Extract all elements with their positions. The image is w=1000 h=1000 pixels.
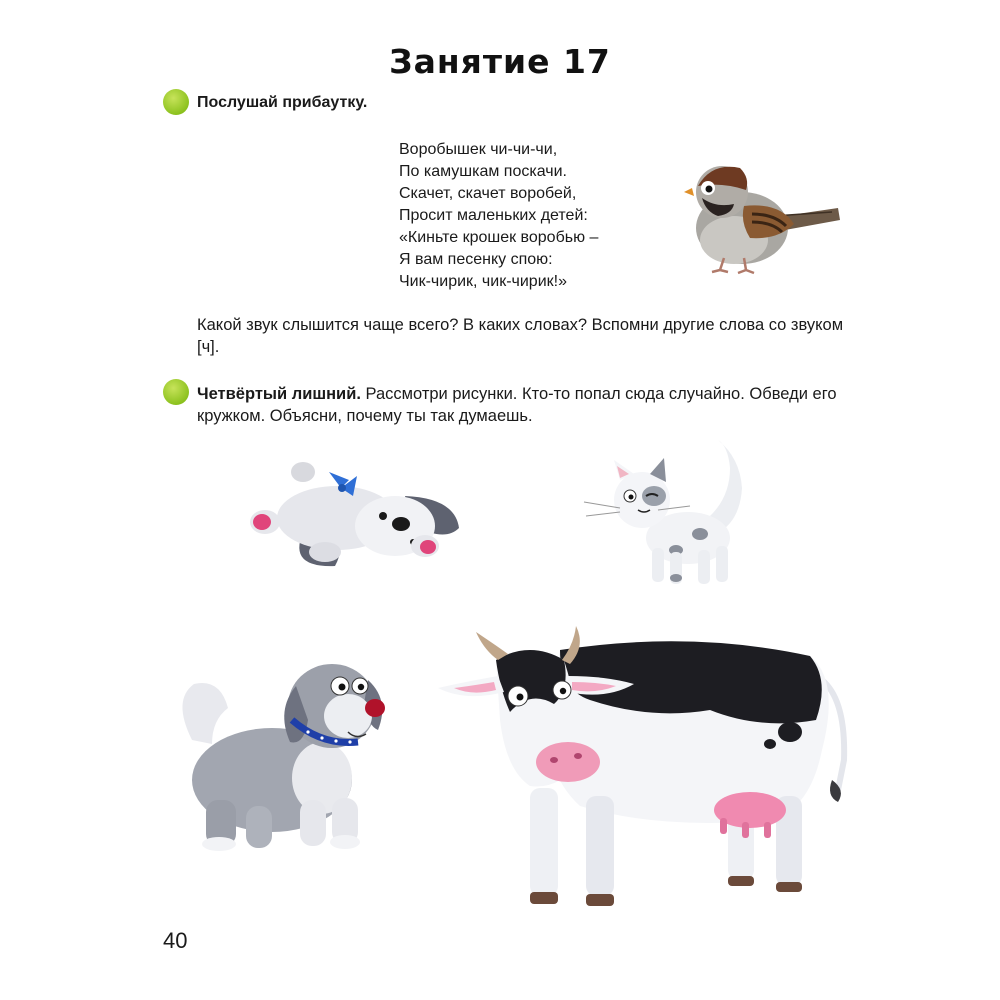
poem-line: Чик-чирик, чик-чирик!»	[399, 273, 567, 290]
poem-line: Скачет, скачет воробей,	[399, 185, 577, 202]
task1-question: Какой звук слышится чаще всего? В каких словах? Вспомни другие слова со звуком [ч].	[197, 316, 844, 356]
task-bullet-icon	[163, 89, 189, 115]
toy-dog-illustration	[245, 458, 460, 573]
sparrow-illustration	[682, 158, 847, 278]
poem-line: Воробышек чи-чи-чи,	[399, 141, 558, 158]
task-bullet-icon	[163, 379, 189, 405]
puppy-illustration	[172, 650, 397, 855]
task1-heading-text: Послушай прибаутку.	[197, 94, 368, 111]
poem-line: Просит маленьких детей:	[399, 207, 588, 224]
lesson-title: Занятие 17	[389, 42, 611, 81]
cow-illustration	[430, 620, 860, 920]
kitten-illustration	[580, 438, 750, 593]
poem-line: Я вам песенку спою:	[399, 251, 553, 268]
page-number: 40	[163, 928, 188, 953]
task2-heading: Четвёртый лишний.	[197, 385, 361, 403]
task2-text	[197, 383, 862, 427]
poem-line: «Киньте крошек воробью –	[399, 229, 599, 246]
task1-heading	[197, 94, 367, 112]
poem	[399, 139, 598, 293]
poem-line: По камушкам поскачи.	[399, 163, 567, 180]
task2-instructions: Рассмотри рисунки. Кто-то попал сюда случайно. Обведи его кружком. Объясни, почему ты так думаешь.	[197, 385, 837, 425]
